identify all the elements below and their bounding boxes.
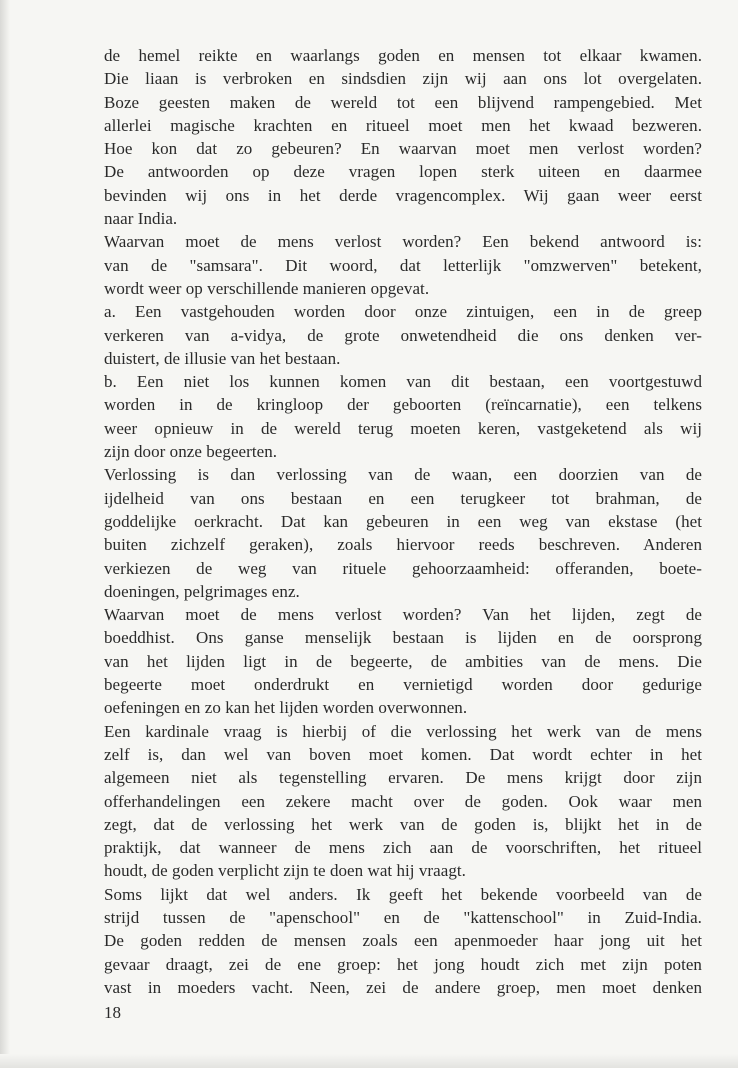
text-line: zelf is, dan wel van boven moet komen. Dat wordt echter in het: [104, 744, 702, 764]
text-line: ijdelheid van ons bestaan en een terugkeer tot brahman, de: [104, 488, 702, 508]
text-line: naar India.: [104, 209, 178, 229]
text-line: praktijk, dat wanneer de mens zich aan de voorschriften, het ritueel: [104, 838, 702, 858]
text-line: buiten zichzelf geraken), zoals hiervoor reeds beschreven. Anderen: [104, 535, 702, 555]
text-line: gevaar draagt, zei de ene groep: het jong houdt zich met zijn poten: [104, 954, 702, 974]
text-line: boeddhist. Ons ganse menselijk bestaan is lijden en de oorsprong: [104, 628, 702, 648]
text-line: vast in moeders vacht. Neen, zei de andere groep, men moet denken: [104, 977, 702, 997]
text-line: Die liaan is verbroken en sindsdien zijn wij aan ons lot overgelaten.: [104, 69, 702, 89]
text-line: van de "samsara". Dit woord, dat letterlijk "omzwerven" betekent,: [104, 255, 702, 275]
text-line: strijd tussen de "apenschool" en de "kattenschool" in Zuid-India.: [104, 907, 702, 927]
text-line: zijn door onze begeerten.: [104, 442, 278, 462]
text-line: zegt, dat de verlossing het werk van de goden is, blijkt het in de: [104, 814, 702, 834]
text-line: bevinden wij ons in het derde vragencomplex. Wij gaan weer eerst: [104, 185, 702, 205]
text-line: worden in de kringloop der geboorten (reïncarnatie), een telkens: [104, 395, 702, 415]
text-line: a. Een vastgehouden worden door onze zintuigen, een in de greep: [104, 302, 702, 322]
text-line: Boze geesten maken de wereld tot een blijvend rampengebied. Met: [104, 92, 702, 112]
text-line: verkeren van a-vidya, de grote onwetendheid die ons denken ver-: [104, 325, 702, 345]
text-line: doeningen, pelgrimages enz.: [104, 581, 300, 601]
text-line: van het lijden ligt in de begeerte, de ambities van de mens. Die: [104, 651, 702, 671]
text-line: houdt, de goden verplicht zijn te doen wat hij vraagt.: [104, 861, 466, 881]
text-line: Hoe kon dat zo gebeuren? En waarvan moet men verlost worden?: [104, 139, 702, 159]
text-line: verkiezen de weg van rituele gehoorzaamheid: offeranden, boete-: [104, 558, 702, 578]
text-line: offerhandelingen een zekere macht over de goden. Ook waar men: [104, 791, 702, 811]
text-line: De antwoorden op deze vragen lopen sterk uiteen en daarmee: [104, 162, 702, 182]
text-line: b. Een niet los kunnen komen van dit bestaan, een voortgestuwd: [104, 372, 702, 392]
text-line: begeerte moet onderdrukt en vernietigd worden door gedurige: [104, 675, 702, 695]
text-line: Een kardinale vraag is hierbij of die verlossing het werk van de mens: [104, 721, 702, 741]
text-line: De goden redden de mensen zoals een apenmoeder haar jong uit het: [104, 931, 702, 951]
text-line: goddelijke oerkracht. Dat kan gebeuren in een weg van ekstase (het: [104, 511, 702, 531]
text-line: oefeningen en zo kan het lijden worden overwonnen.: [104, 698, 468, 718]
text-line: wordt weer op verschillende manieren opgevat.: [104, 278, 430, 298]
text-line: Soms lijkt dat wel anders. Ik geeft het bekende voorbeeld van de: [104, 884, 702, 904]
text-line: de hemel reikte en waarlangs goden en mensen tot elkaar kwamen.: [104, 46, 702, 65]
body-text: [104, 44, 702, 999]
page-left-edge-shadow: [0, 0, 10, 1068]
text-line: allerlei magische krachten en ritueel moet men het kwaad bezweren.: [104, 115, 702, 135]
text-line: algemeen niet als tegenstelling ervaren. De mens krijgt door zijn: [104, 768, 702, 788]
text-line: Waarvan moet de mens verlost worden? Een bekend antwoord is:: [104, 232, 702, 252]
text-line: Verlossing is dan verlossing van de waan, een doorzien van de: [104, 465, 702, 485]
text-line: Waarvan moet de mens verlost worden? Van het lijden, zegt de: [104, 605, 702, 625]
page-number: 18: [104, 1003, 121, 1022]
text-line: duistert, de illusie van het bestaan.: [104, 348, 341, 368]
text-line: weer opnieuw in de wereld terug moeten keren, vastgeketend als wij: [104, 418, 702, 438]
page-bottom-edge-shadow: [0, 1054, 738, 1068]
